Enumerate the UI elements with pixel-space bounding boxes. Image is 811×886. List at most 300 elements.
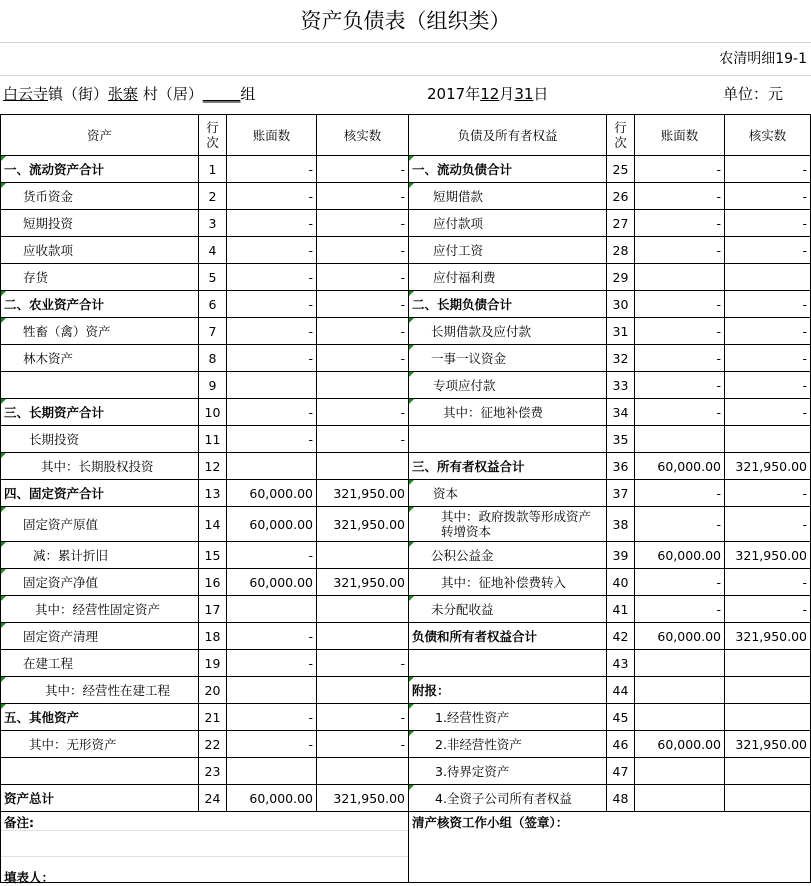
date-year-suffix: 年 [465,85,481,103]
liability-name [409,210,607,237]
location-line [3,83,255,104]
liability-line-no-text: 31 [612,323,629,339]
liability-line-no-text: 37 [612,485,629,501]
liability-book-value-text: - [716,574,721,590]
liability-name-text: 其中：征地补偿费 [443,405,544,420]
liability-name [409,264,607,291]
asset-line-no [199,453,227,480]
header-book-value: 账面数 [227,115,317,156]
asset-line-no-text: 2 [208,188,217,204]
asset-verified-value [317,453,409,480]
table-row [1,650,811,677]
asset-name [1,345,199,372]
liability-name-text: 其中：政府拨款等形成资产转增资本 [441,509,592,539]
liability-line-no [607,623,635,650]
asset-verified-value-text: 321,950.00 [333,516,405,532]
asset-book-value-text: 60,000.00 [249,790,313,806]
asset-name [1,291,199,318]
liability-name [409,704,607,731]
liability-book-value [635,372,725,399]
liability-book-value [635,785,725,812]
liability-book-value [635,156,725,183]
asset-book-value [227,264,317,291]
liability-line-no [607,399,635,426]
liability-line-no-text: 29 [612,269,629,285]
asset-book-value-text: - [308,161,313,177]
header-verified-value-2: 核实数 [725,115,811,156]
asset-line-no-text: 1 [208,161,217,177]
liability-verified-value-text: - [802,404,807,420]
liability-book-value-text: - [716,516,721,532]
liability-name [409,426,607,453]
asset-line-no-text: 8 [208,350,217,366]
report-date [427,83,548,104]
liability-verified-value [725,507,811,542]
liability-verified-value [725,318,811,345]
asset-line-no [199,372,227,399]
asset-book-value-text: - [308,323,313,339]
asset-verified-value-text: - [400,655,405,671]
liability-name [409,156,607,183]
header-line-no-2 [607,115,635,156]
header-line-text-2: 行次 [614,120,627,150]
asset-line-no-text: 22 [204,736,221,752]
liability-line-no [607,156,635,183]
asset-line-no-text: 9 [208,377,217,393]
asset-name-text: 一、流动资产合计 [4,162,105,177]
liability-line-no [607,731,635,758]
asset-book-value-text: - [308,655,313,671]
asset-name-text: 其中：经营性固定资产 [35,602,161,617]
liability-name-text: 专项应付款 [433,378,496,393]
liability-line-no [607,426,635,453]
liability-name-text: 应付工资 [433,243,484,258]
asset-verified-value-text: - [400,431,405,447]
asset-line-no-text: 5 [208,269,217,285]
table-row [1,345,811,372]
liability-name-text: 二、长期负债合计 [412,297,513,312]
liability-verified-value [725,372,811,399]
village-suffix: 村（居） [138,85,203,103]
liability-line-no [607,453,635,480]
form-number: 农清明细19-1 [719,51,807,67]
liability-verified-value-text: - [802,188,807,204]
group-suffix: 组 [240,85,256,103]
liability-name-text: 三、所有者权益合计 [412,459,525,474]
table-row [1,237,811,264]
asset-verified-value [317,318,409,345]
liability-line-no-text: 47 [612,763,629,779]
asset-line-no [199,677,227,704]
asset-verified-value [317,731,409,758]
asset-book-value [227,569,317,596]
liability-line-no-text: 36 [612,458,629,474]
date-day: 31 [514,85,534,103]
asset-line-no [199,183,227,210]
asset-verified-value [317,237,409,264]
date-year: 2017 [427,85,466,103]
liability-book-value [635,345,725,372]
asset-name [1,704,199,731]
liability-name-text: 资本 [433,486,459,501]
header-verified-value: 核实数 [317,115,409,156]
asset-name-text: 其中：长期股权投资 [41,459,154,474]
asset-name-text: 固定资产原值 [23,517,99,532]
asset-book-value-text: - [308,628,313,644]
liability-line-no-text: 41 [612,601,629,617]
header-line-text: 行次 [206,120,219,150]
asset-line-no [199,623,227,650]
liability-verified-value [725,569,811,596]
liability-verified-value-text: 321,950.00 [735,547,807,563]
asset-line-no-text: 11 [204,431,221,447]
balance-sheet-table [0,114,811,812]
asset-name-text: 长期投资 [29,432,80,447]
liability-line-no-text: 34 [612,404,629,420]
liability-verified-value-text: - [802,296,807,312]
liability-name-text: 附报： [412,683,450,698]
asset-name [1,677,199,704]
asset-line-no [199,758,227,785]
liability-name-text: 公积公益金 [431,548,494,563]
liability-name-text: 未分配收益 [431,602,494,617]
liability-line-no-text: 45 [612,709,629,725]
table-row [1,210,811,237]
date-day-suffix: 日 [533,85,549,103]
asset-name [1,569,199,596]
asset-book-value [227,480,317,507]
filler-label: 填表人： [4,870,55,885]
asset-verified-value [317,264,409,291]
liability-book-value [635,542,725,569]
liability-name-text: 负债和所有者权益合计 [412,629,538,644]
liability-book-value [635,399,725,426]
liability-book-value [635,264,725,291]
asset-book-value [227,704,317,731]
liability-line-no [607,542,635,569]
asset-verified-value-text: - [400,269,405,285]
asset-name-text: 在建工程 [23,656,74,671]
liability-line-no-text: 32 [612,350,629,366]
liability-line-no [607,650,635,677]
asset-book-value [227,183,317,210]
table-row [1,785,811,812]
asset-verified-value-text: - [400,161,405,177]
footer-gridline [1,856,408,857]
asset-name-text: 五、其他资产 [4,710,80,725]
asset-name [1,399,199,426]
table-row [1,453,811,480]
town-suffix: 镇（街） [48,85,109,103]
divider [0,75,811,76]
liability-verified-value [725,785,811,812]
liability-line-no-text: 39 [612,547,629,563]
table-row [1,480,811,507]
liability-name [409,399,607,426]
asset-book-value [227,677,317,704]
table-row [1,291,811,318]
asset-name-text: 存货 [23,270,49,285]
asset-verified-value [317,480,409,507]
asset-book-value [227,596,317,623]
liability-verified-value [725,731,811,758]
liability-name-text: 一、流动负债合计 [412,162,513,177]
asset-line-no-text: 13 [204,485,221,501]
liability-name [409,372,607,399]
liability-book-value-text: - [716,188,721,204]
liability-name-text: 3.待界定资产 [435,764,510,779]
liability-line-no-text: 48 [612,790,629,806]
asset-verified-value-text: 321,950.00 [333,574,405,590]
asset-name-text: 林木资产 [23,351,74,366]
liability-name-text: 4.全资子公司所有者权益 [435,791,572,806]
liability-verified-value [725,156,811,183]
asset-line-no-text: 19 [204,655,221,671]
asset-line-no-text: 21 [204,709,221,725]
liability-name [409,785,607,812]
asset-book-value [227,650,317,677]
asset-verified-value [317,183,409,210]
asset-name-text: 二、农业资产合计 [4,297,105,312]
asset-book-value [227,426,317,453]
liability-verified-value [725,291,811,318]
asset-verified-value [317,542,409,569]
asset-book-value [227,210,317,237]
date-month: 12 [480,85,500,103]
liability-verified-value-text: 321,950.00 [735,736,807,752]
liability-line-no-text: 42 [612,628,629,644]
liability-book-value-text: - [716,296,721,312]
asset-verified-value [317,758,409,785]
liability-verified-value [725,399,811,426]
liability-book-value-text: 60,000.00 [657,547,721,563]
header-book-value-2: 账面数 [635,115,725,156]
liability-line-no [607,372,635,399]
asset-name [1,183,199,210]
liability-line-no-text: 30 [612,296,629,312]
liability-book-value-text: - [716,161,721,177]
liability-verified-value [725,623,811,650]
asset-name [1,318,199,345]
table-row [1,596,811,623]
liability-book-value-text: - [716,601,721,617]
liability-name-text: 长期借款及应付款 [431,324,532,339]
asset-line-no-text: 16 [204,574,221,590]
asset-line-no-text: 23 [204,763,221,779]
asset-name-text: 固定资产清理 [23,629,99,644]
asset-name-text: 减：累计折旧 [33,548,109,563]
asset-name [1,264,199,291]
liability-verified-value-text: - [802,485,807,501]
liability-verified-value [725,596,811,623]
liability-verified-value [725,677,811,704]
asset-line-no [199,480,227,507]
asset-name-text: 四、固定资产合计 [4,486,105,501]
liability-name-text: 1.经营性资产 [435,710,510,725]
asset-book-value-text: 60,000.00 [249,574,313,590]
liability-line-no-text: 46 [612,736,629,752]
liability-book-value-text: - [716,242,721,258]
asset-line-no-text: 3 [208,215,217,231]
liability-verified-value [725,704,811,731]
asset-name [1,453,199,480]
liability-line-no [607,677,635,704]
liability-book-value-text: 60,000.00 [657,736,721,752]
liability-line-no-text: 38 [612,516,629,532]
liability-name [409,453,607,480]
table-row [1,426,811,453]
asset-name [1,650,199,677]
asset-line-no-text: 6 [208,296,217,312]
asset-book-value [227,507,317,542]
table-row [1,372,811,399]
asset-name [1,785,199,812]
asset-book-value [227,623,317,650]
header-line-no [199,115,227,156]
liability-book-value [635,318,725,345]
liability-book-value [635,650,725,677]
liability-name [409,542,607,569]
footer-area [0,810,811,883]
liability-name-text: 2.非经营性资产 [435,737,522,752]
liability-line-no-text: 27 [612,215,629,231]
liability-book-value-text: - [716,485,721,501]
asset-name-text: 固定资产净值 [23,575,99,590]
table-row [1,704,811,731]
asset-book-value [227,453,317,480]
asset-name-text: 短期投资 [23,216,74,231]
liability-verified-value-text: - [802,215,807,231]
asset-line-no-text: 20 [204,682,221,698]
asset-book-value-text: - [308,188,313,204]
asset-name [1,623,199,650]
asset-book-value [227,731,317,758]
liability-book-value [635,677,725,704]
asset-verified-value-text: - [400,188,405,204]
asset-book-value-text: 60,000.00 [249,516,313,532]
asset-book-value-text: - [308,404,313,420]
asset-name [1,596,199,623]
liability-name [409,291,607,318]
liability-verified-value [725,758,811,785]
table-row [1,623,811,650]
asset-verified-value [317,372,409,399]
liability-verified-value-text: - [802,516,807,532]
asset-line-no-text: 24 [204,790,221,806]
asset-name [1,480,199,507]
liability-name [409,650,607,677]
asset-name [1,542,199,569]
asset-name [1,210,199,237]
liability-name [409,596,607,623]
asset-verified-value-text: - [400,736,405,752]
asset-line-no-text: 17 [204,601,221,617]
asset-name-text: 三、长期资产合计 [4,405,105,420]
liability-book-value [635,453,725,480]
asset-verified-value [317,291,409,318]
asset-line-no [199,345,227,372]
liability-name [409,731,607,758]
asset-book-value-text: - [308,296,313,312]
liability-book-value-text: - [716,323,721,339]
liability-verified-value-text: - [802,601,807,617]
liability-book-value [635,758,725,785]
asset-line-no [199,399,227,426]
asset-verified-value-text: - [400,709,405,725]
date-month-suffix: 月 [499,85,515,103]
asset-book-value-text: 60,000.00 [249,485,313,501]
header-asset: 资产 [1,115,199,156]
liability-verified-value-text: - [802,350,807,366]
liability-verified-value [725,453,811,480]
liability-verified-value [725,237,811,264]
table-row [1,677,811,704]
liability-line-no [607,318,635,345]
liability-line-no [607,569,635,596]
liability-book-value-text: 60,000.00 [657,458,721,474]
liability-book-value [635,210,725,237]
table-row [1,758,811,785]
table-row [1,318,811,345]
asset-book-value [227,785,317,812]
asset-line-no [199,237,227,264]
table-row [1,542,811,569]
liability-name [409,569,607,596]
liability-line-no-text: 26 [612,188,629,204]
asset-name [1,426,199,453]
asset-verified-value [317,210,409,237]
asset-verified-value-text: - [400,215,405,231]
liability-book-value-text: - [716,404,721,420]
asset-line-no [199,542,227,569]
liability-book-value-text: - [716,377,721,393]
town-name: 白云寺 [3,85,49,103]
asset-verified-value [317,596,409,623]
asset-name [1,758,199,785]
liability-book-value-text: - [716,215,721,231]
asset-line-no [199,291,227,318]
liability-name [409,237,607,264]
liability-book-value [635,237,725,264]
liability-book-value [635,507,725,542]
liability-line-no-text: 28 [612,242,629,258]
asset-name [1,156,199,183]
liability-verified-value-text: 321,950.00 [735,458,807,474]
liability-name [409,480,607,507]
village-name: 张寨 [108,85,139,103]
asset-line-no-text: 14 [204,516,221,532]
asset-book-value [227,345,317,372]
asset-verified-value-text: - [400,296,405,312]
asset-book-value-text: - [308,709,313,725]
liability-name-text: 应付款项 [433,216,484,231]
asset-book-value [227,237,317,264]
liability-name-text: 短期借款 [433,189,484,204]
liability-name [409,623,607,650]
header-liabilities: 负债及所有者权益 [409,115,607,156]
asset-verified-value [317,785,409,812]
liability-line-no [607,785,635,812]
liability-line-no-text: 25 [612,161,629,177]
asset-book-value [227,156,317,183]
liability-name [409,183,607,210]
liability-book-value [635,426,725,453]
asset-line-no [199,507,227,542]
asset-line-no [199,156,227,183]
group-blank: _____ [202,85,241,103]
asset-line-no [199,785,227,812]
asset-book-value [227,372,317,399]
